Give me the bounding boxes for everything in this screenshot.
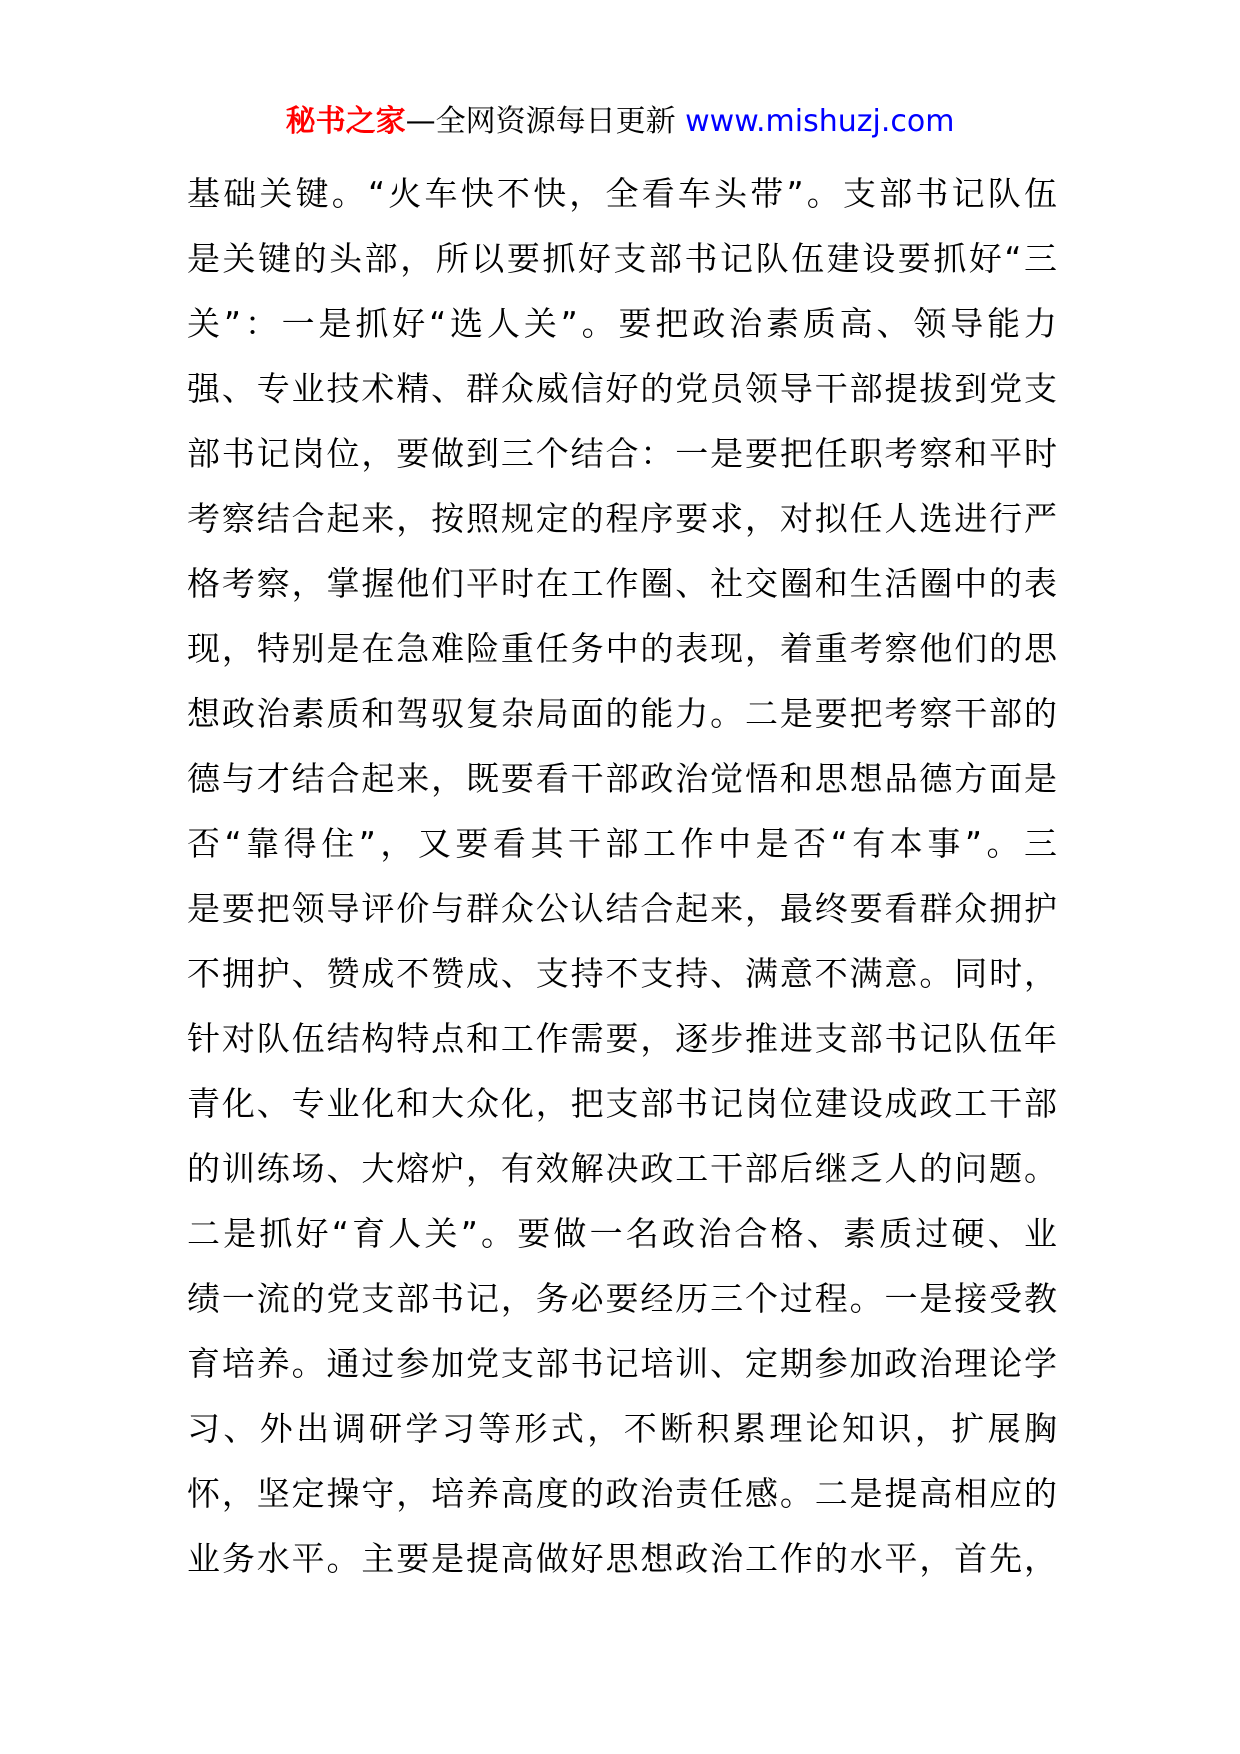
text-line: 业务水平。主要是提高做好思想政治工作的水平，首先，	[187, 1539, 1057, 1578]
text-line: 现，特别是在急难险重任务中的表现，着重考察他们的思	[187, 629, 1057, 668]
text-line: 青化、专业化和大众化，把支部书记岗位建设成政工干部	[187, 1084, 1057, 1123]
text-line: 的训练场、大熔炉，有效解决政工干部后继乏人的问题。	[187, 1149, 1057, 1188]
text-line: 习、外出调研学习等形式，不断积累理论知识，扩展胸	[187, 1409, 1057, 1448]
text-line: 育培养。通过参加党支部书记培训、定期参加政治理论学	[187, 1344, 1057, 1383]
text-line: 考察结合起来，按照规定的程序要求，对拟任人选进行严	[187, 499, 1057, 538]
text-line: 二是抓好“育人关”。要做一名政治合格、素质过硬、业	[187, 1214, 1057, 1253]
text-line: 关”：一是抓好“选人关”。要把政治素质高、领导能力	[187, 304, 1057, 343]
text-line: 强、专业技术精、群众威信好的党员领导干部提拔到党支	[187, 369, 1057, 408]
text-line: 德与才结合起来，既要看干部政治觉悟和思想品德方面是	[187, 759, 1057, 798]
document-body	[187, 161, 1057, 1591]
text-line: 否“靠得住”，又要看其干部工作中是否“有本事”。三	[187, 824, 1057, 863]
text-line: 是关键的头部，所以要抓好支部书记队伍建设要抓好“三	[187, 239, 1057, 278]
text-line: 部书记岗位，要做到三个结合：一是要把任职考察和平时	[187, 434, 1057, 473]
text-line: 是要把领导评价与群众公认结合起来，最终要看群众拥护	[187, 889, 1057, 928]
header-tagline: —全网资源每日更新	[405, 104, 676, 139]
text-line: 基础关键。“火车快不快，全看车头带”。支部书记队伍	[187, 174, 1057, 213]
text-line: 想政治素质和驾驭复杂局面的能力。二是要把考察干部的	[187, 694, 1057, 733]
text-line: 怀，坚定操守，培养高度的政治责任感。二是提高相应的	[187, 1474, 1057, 1513]
brand-name: 秘书之家	[285, 104, 406, 139]
text-line: 不拥护、赞成不赞成、支持不支持、满意不满意。同时，	[187, 954, 1057, 993]
text-line: 格考察，掌握他们平时在工作圈、社交圈和生活圈中的表	[187, 564, 1057, 603]
text-line: 绩一流的党支部书记，务必要经历三个过程。一是接受教	[187, 1279, 1057, 1318]
text-line: 针对队伍结构特点和工作需要，逐步推进支部书记队伍年	[187, 1019, 1057, 1058]
page-header	[0, 100, 1240, 144]
site-url-link[interactable]: www.mishuzj.com	[685, 104, 955, 139]
